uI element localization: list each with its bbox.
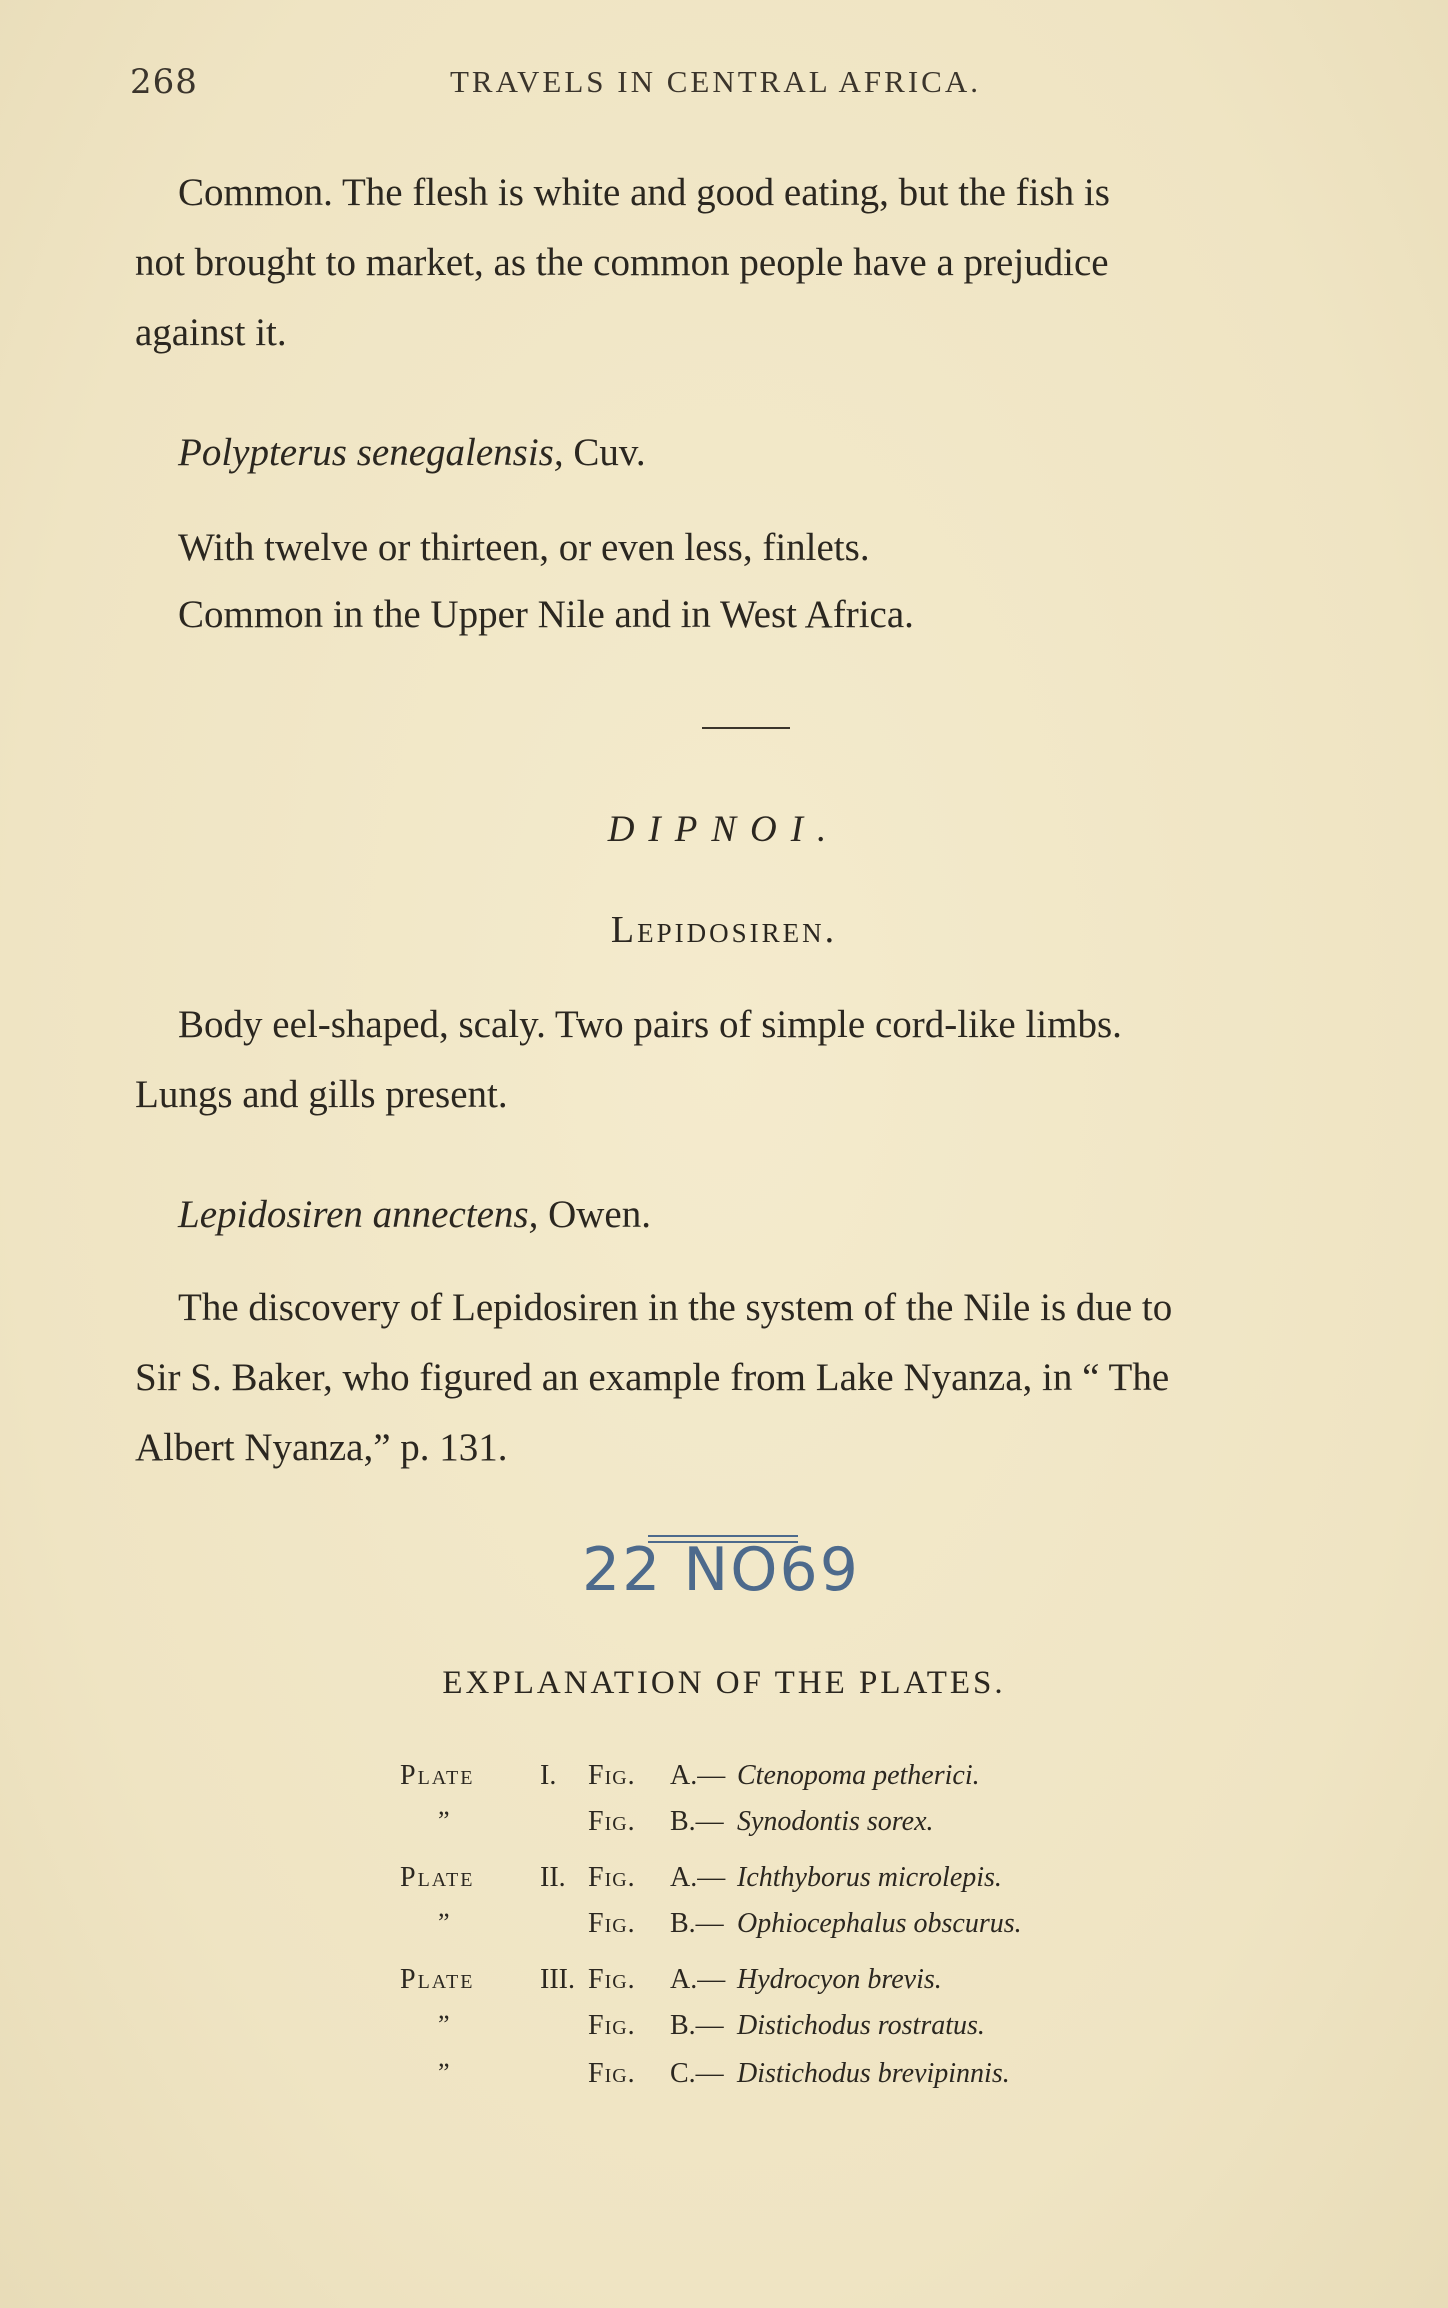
- text-line: not brought to market, as the common people have a prejudice: [135, 241, 1109, 284]
- plate-number: III.: [540, 1964, 575, 1995]
- ditto-mark: ”: [438, 2058, 450, 2087]
- text-line: Common. The flesh is white and good eating, but the fish is: [178, 171, 1110, 214]
- species-latin-name: Polypterus senegalensis,: [178, 431, 564, 474]
- fig-letter: B.—: [670, 2010, 724, 2041]
- plate-label: Plate: [400, 1760, 475, 1791]
- fig-letter: B.—: [670, 1806, 724, 1837]
- fig-letter: A.—: [670, 1862, 726, 1893]
- fig-label: Fig.: [588, 2058, 636, 2089]
- plate-label: Plate: [400, 1862, 475, 1893]
- text-line: Albert Nyanza,” p. 131.: [135, 1426, 508, 1469]
- page-header: [130, 62, 1350, 102]
- running-title: TRAVELS IN CENTRAL AFRICA.: [450, 64, 981, 99]
- ditto-mark: ”: [438, 2010, 450, 2039]
- fig-species: Ophiocephalus obscurus.: [737, 1908, 1022, 1939]
- species-author: Cuv.: [573, 431, 646, 474]
- plate-label: Plate: [400, 1964, 475, 1995]
- page-number: 268: [130, 62, 198, 102]
- text-line: Body eel-shaped, scaly. Two pairs of simple cord-like limbs.: [178, 1003, 1122, 1046]
- section-heading: DIPNOI.: [607, 809, 841, 850]
- species-author: Owen.: [548, 1193, 651, 1236]
- plate-number: II.: [540, 1862, 566, 1893]
- library-stamp: 22 NO69: [582, 1535, 860, 1605]
- fig-species: Ctenopoma petherici.: [737, 1760, 980, 1791]
- fig-label: Fig.: [588, 1862, 636, 1893]
- fig-species: Distichodus rostratus.: [737, 2010, 985, 2041]
- genus-heading: Lepidosiren.: [610, 909, 838, 951]
- fig-label: Fig.: [588, 2010, 636, 2041]
- text-line: Common in the Upper Nile and in West Africa.: [178, 593, 914, 636]
- ditto-mark: ”: [438, 1806, 450, 1835]
- fig-letter: B.—: [670, 1908, 724, 1939]
- fig-species: Synodontis sorex.: [737, 1806, 934, 1837]
- section-divider: [702, 727, 790, 729]
- text-line: Lungs and gills present.: [135, 1073, 508, 1116]
- text-line: Sir S. Baker, who figured an example from Lake Nyanza, in “ The: [135, 1356, 1170, 1399]
- fig-species: Ichthyborus microlepis.: [737, 1862, 1002, 1893]
- fig-species: Distichodus brevipinnis.: [737, 2058, 1010, 2089]
- fig-species: Hydrocyon brevis.: [737, 1964, 942, 1995]
- fig-label: Fig.: [588, 1964, 636, 1995]
- fig-letter: A.—: [670, 1964, 726, 1995]
- plate-number: I.: [540, 1760, 557, 1791]
- text-line: The discovery of Lepidosiren in the system of the Nile is due to: [178, 1286, 1173, 1329]
- fig-label: Fig.: [588, 1908, 636, 1939]
- species-heading-polypterus: [178, 430, 646, 475]
- fig-letter: A.—: [670, 1760, 726, 1791]
- species-heading-lepidosiren: [178, 1192, 651, 1237]
- ditto-mark: ”: [438, 1908, 450, 1937]
- plates-title: EXPLANATION OF THE PLATES.: [442, 1665, 1006, 1701]
- fig-label: Fig.: [588, 1760, 636, 1791]
- text-line: against it.: [135, 311, 287, 354]
- species-latin-name: Lepidosiren annectens,: [178, 1193, 539, 1236]
- fig-letter: C.—: [670, 2058, 724, 2089]
- fig-label: Fig.: [588, 1806, 636, 1837]
- text-line: With twelve or thirteen, or even less, finlets.: [178, 526, 870, 569]
